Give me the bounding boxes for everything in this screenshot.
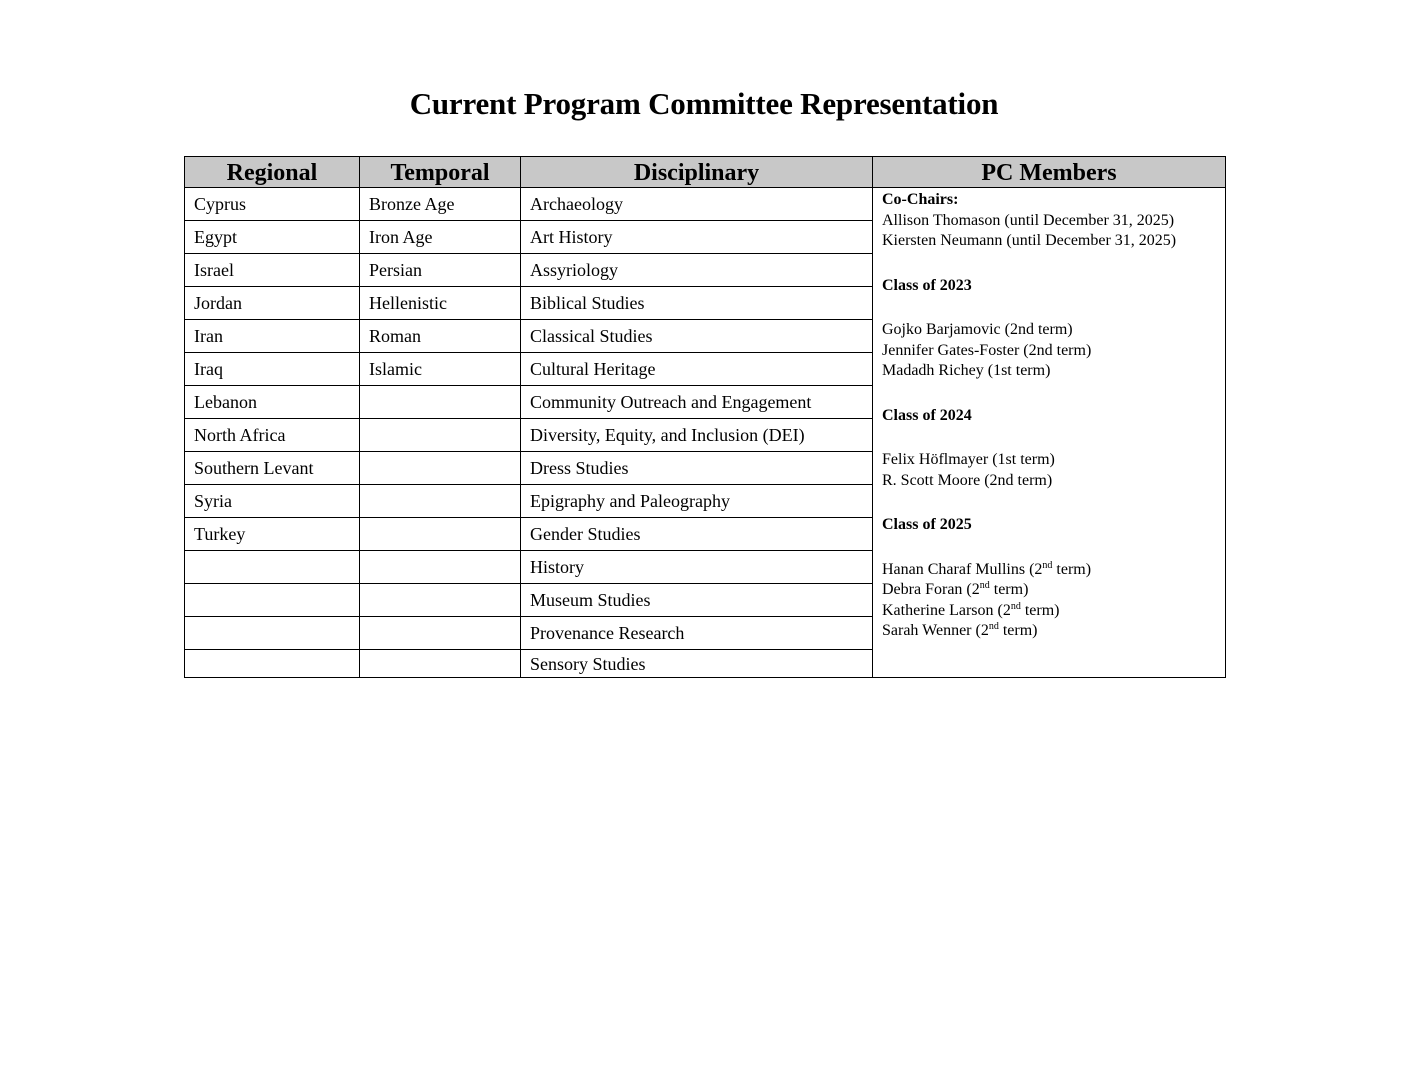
temporal-cell xyxy=(360,617,521,650)
member-name: Gojko Barjamovic (2nd term) xyxy=(882,321,1073,338)
temporal-cell xyxy=(360,419,521,452)
pc-members-cell xyxy=(873,188,1226,678)
member-name-text: Hanan Charaf Mullins (2 xyxy=(882,560,1043,578)
member-name xyxy=(882,601,1225,622)
members-group-heading: Class of 2023 xyxy=(882,276,972,294)
temporal-cell: Iron Age xyxy=(360,221,521,254)
disciplinary-cell: Assyriology xyxy=(521,254,873,287)
temporal-cell: Roman xyxy=(360,320,521,353)
header-temporal: Temporal xyxy=(360,157,521,188)
temporal-cell: Islamic xyxy=(360,353,521,386)
disciplinary-cell: History xyxy=(521,551,873,584)
disciplinary-cell: Sensory Studies xyxy=(521,650,873,678)
disciplinary-cell: Gender Studies xyxy=(521,518,873,551)
disciplinary-cell: Museum Studies xyxy=(521,584,873,617)
member-term-suffix: term) xyxy=(998,622,1038,639)
regional-cell: Iran xyxy=(185,320,360,353)
temporal-cell xyxy=(360,650,521,678)
regional-cell: Cyprus xyxy=(185,188,360,221)
regional-cell: Lebanon xyxy=(185,386,360,419)
member-name: Felix Höflmayer (1st term) xyxy=(882,451,1055,468)
header-pc-members: PC Members xyxy=(873,157,1226,188)
temporal-cell xyxy=(360,518,521,551)
header-row xyxy=(185,157,1226,188)
member-term-suffix: term) xyxy=(1052,560,1092,578)
members-group-heading: Class of 2024 xyxy=(882,406,972,424)
regional-cell: Turkey xyxy=(185,518,360,551)
member-name: R. Scott Moore (2nd term) xyxy=(882,471,1053,489)
member-name-text: Katherine Larson (2 xyxy=(882,601,1011,619)
regional-cell xyxy=(185,551,360,584)
temporal-cell xyxy=(360,551,521,584)
temporal-cell xyxy=(360,452,521,485)
disciplinary-cell: Archaeology xyxy=(521,188,873,221)
temporal-cell xyxy=(360,485,521,518)
member-name-text: Sarah Wenner (2 xyxy=(882,622,989,639)
regional-cell: North Africa xyxy=(185,419,360,452)
member-name xyxy=(882,560,1225,581)
regional-cell xyxy=(185,650,360,678)
disciplinary-cell: Epigraphy and Paleography xyxy=(521,485,873,518)
temporal-cell: Hellenistic xyxy=(360,287,521,320)
regional-cell: Israel xyxy=(185,254,360,287)
regional-cell: Iraq xyxy=(185,353,360,386)
temporal-cell xyxy=(360,386,521,419)
temporal-cell xyxy=(360,584,521,617)
disciplinary-cell: Art History xyxy=(521,221,873,254)
disciplinary-cell: Diversity, Equity, and Inclusion (DEI) xyxy=(521,419,873,452)
member-name: Madadh Richey (1st term) xyxy=(882,362,1051,379)
disciplinary-cell: Biblical Studies xyxy=(521,287,873,320)
temporal-cell: Bronze Age xyxy=(360,188,521,221)
member-term-ordinal: nd xyxy=(988,621,999,632)
regional-cell: Syria xyxy=(185,485,360,518)
member-name-text: Debra Foran (2 xyxy=(882,581,980,598)
member-term-suffix: term) xyxy=(1020,601,1060,619)
member-name: Jennifer Gates-Foster (2nd term) xyxy=(882,341,1092,359)
regional-cell: Egypt xyxy=(185,221,360,254)
disciplinary-cell: Community Outreach and Engagement xyxy=(521,386,873,419)
member-term-suffix: term) xyxy=(989,581,1029,598)
disciplinary-cell: Classical Studies xyxy=(521,320,873,353)
member-name xyxy=(882,621,1225,642)
disciplinary-cell: Provenance Research xyxy=(521,617,873,650)
regional-cell: Jordan xyxy=(185,287,360,320)
table-row xyxy=(185,188,1226,221)
member-term-ordinal: nd xyxy=(1010,600,1021,612)
header-regional: Regional xyxy=(185,157,360,188)
members-group-heading: Class of 2025 xyxy=(882,516,972,533)
member-term-ordinal: nd xyxy=(1042,559,1053,571)
member-name xyxy=(882,580,1225,601)
member-name: Kiersten Neumann (until December 31, 2025) xyxy=(882,232,1177,249)
temporal-cell: Persian xyxy=(360,254,521,287)
members-group-heading: Co-Chairs: xyxy=(882,191,959,208)
page-title: Current Program Committee Representation xyxy=(409,86,999,121)
regional-cell: Southern Levant xyxy=(185,452,360,485)
disciplinary-cell: Dress Studies xyxy=(521,452,873,485)
member-term-ordinal: nd xyxy=(979,580,990,591)
disciplinary-cell: Cultural Heritage xyxy=(521,353,873,386)
header-disciplinary: Disciplinary xyxy=(521,157,873,188)
committee-table xyxy=(184,156,1226,678)
member-name: Allison Thomason (until December 31, 2025) xyxy=(882,211,1175,229)
regional-cell xyxy=(185,584,360,617)
regional-cell xyxy=(185,617,360,650)
